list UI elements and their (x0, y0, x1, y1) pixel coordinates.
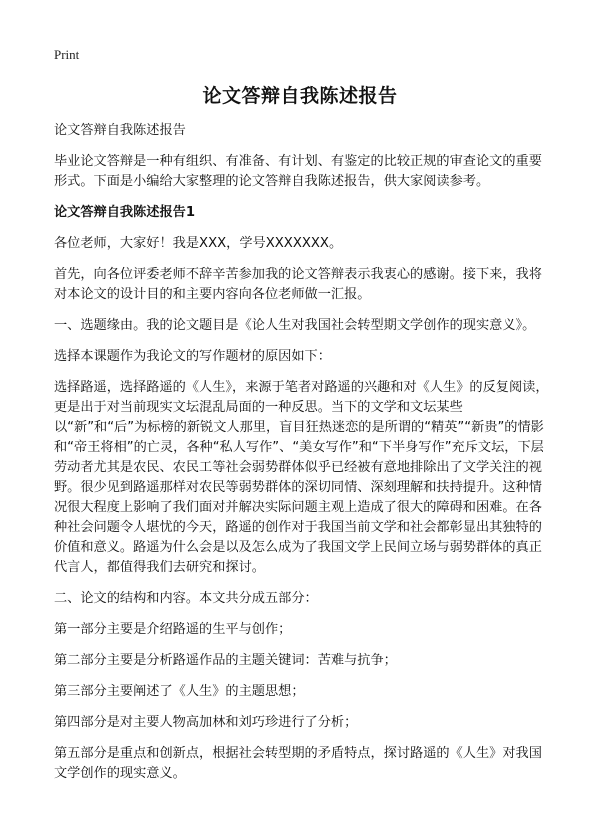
topic-reason-paragraph: 一、选题缘由。我的论文题目是《论人生对我国社会转型期文学创作的现实意义》。 (54, 318, 536, 333)
structure-paragraph: 二、论文的结构和内容。本文共分成五部分： (54, 591, 318, 606)
print-link[interactable]: Print (54, 47, 80, 62)
part-one-paragraph: 第一部分主要是介绍路遥的生平与创作； (54, 622, 292, 637)
reasons-paragraph: 选择路遥，选择路遥的《人生》，来源于笔者对路遥的兴趣和对《人生》的反复阅读，更是出于对当前现实文坛混乱局面的一种反思。当下的文学和文坛某些以“新”和“后”为标榜的新锐文人那里，盲目狂热迷恋的是所谓的“精英”“新贵”的情影和“帝王将相”的亡灵，各种“私人写作”、“美女写作”和“下半身写作”充斥文坛，下层劳动者尤其是农民、农民工等社会弱势群体似乎已经被有意地排除出了文学关注的视野。很少见到路遥那样对农民等弱势群体的深切同情、深刻理解和扶持提升。这种情况很大程度上影响了我们面对并解决实际问题主观上造成了很大的障碍和困难。在各种社会问题令人堪忧的今天，路遥的创作对于我国当前文学和社会都彰显出其独特的价值和意义。路遥为什么会是以及怎么成为了我国文学上民间立场与弱势群体的真正代言人，都值得我们去研究和探讨。 (54, 380, 549, 575)
part-four-paragraph: 第四部分是对主要人物高加林和刘巧珍进行了分析； (54, 715, 358, 730)
part-three-paragraph: 第三部分主要阐述了《人生》的主题思想； (54, 684, 305, 699)
part-five-paragraph: 第五部分是重点和创新点，根据社会转型期的矛盾特点，探讨路遥的《人生》对我国文学创作的现实意义。 (54, 746, 542, 781)
intro-paragraph: 毕业论文答辩是一种有组织、有准备、有计划、有鉴定的比较正规的审查论文的重要形式。下面是小编给大家整理的论文答辩自我陈述报告，供大家阅读参考。 (54, 154, 542, 189)
document-body (54, 121, 554, 795)
reasons-intro-paragraph: 选择本课题作为我论文的写作题材的原因如下： (54, 349, 331, 364)
document-title: 论文答辩自我陈述报告 (202, 85, 398, 107)
thanks-paragraph: 首先，向各位评委老师不辞辛苦参加我的论文答辩表示我衷心的感谢。接下来，我将对本论文的设计目的和主要内容向各位老师做一汇报。 (54, 267, 542, 302)
greeting-paragraph: 各位老师，大家好！我是XXX，学号XXXXXXX。 (54, 236, 343, 251)
section-heading: 论文答辩自我陈述报告1 (54, 205, 196, 220)
subtitle-paragraph: 论文答辩自我陈述报告 (54, 123, 186, 138)
part-two-paragraph: 第二部分主要是分析路遥作品的主题关键词：苦难与抗争； (54, 653, 397, 668)
